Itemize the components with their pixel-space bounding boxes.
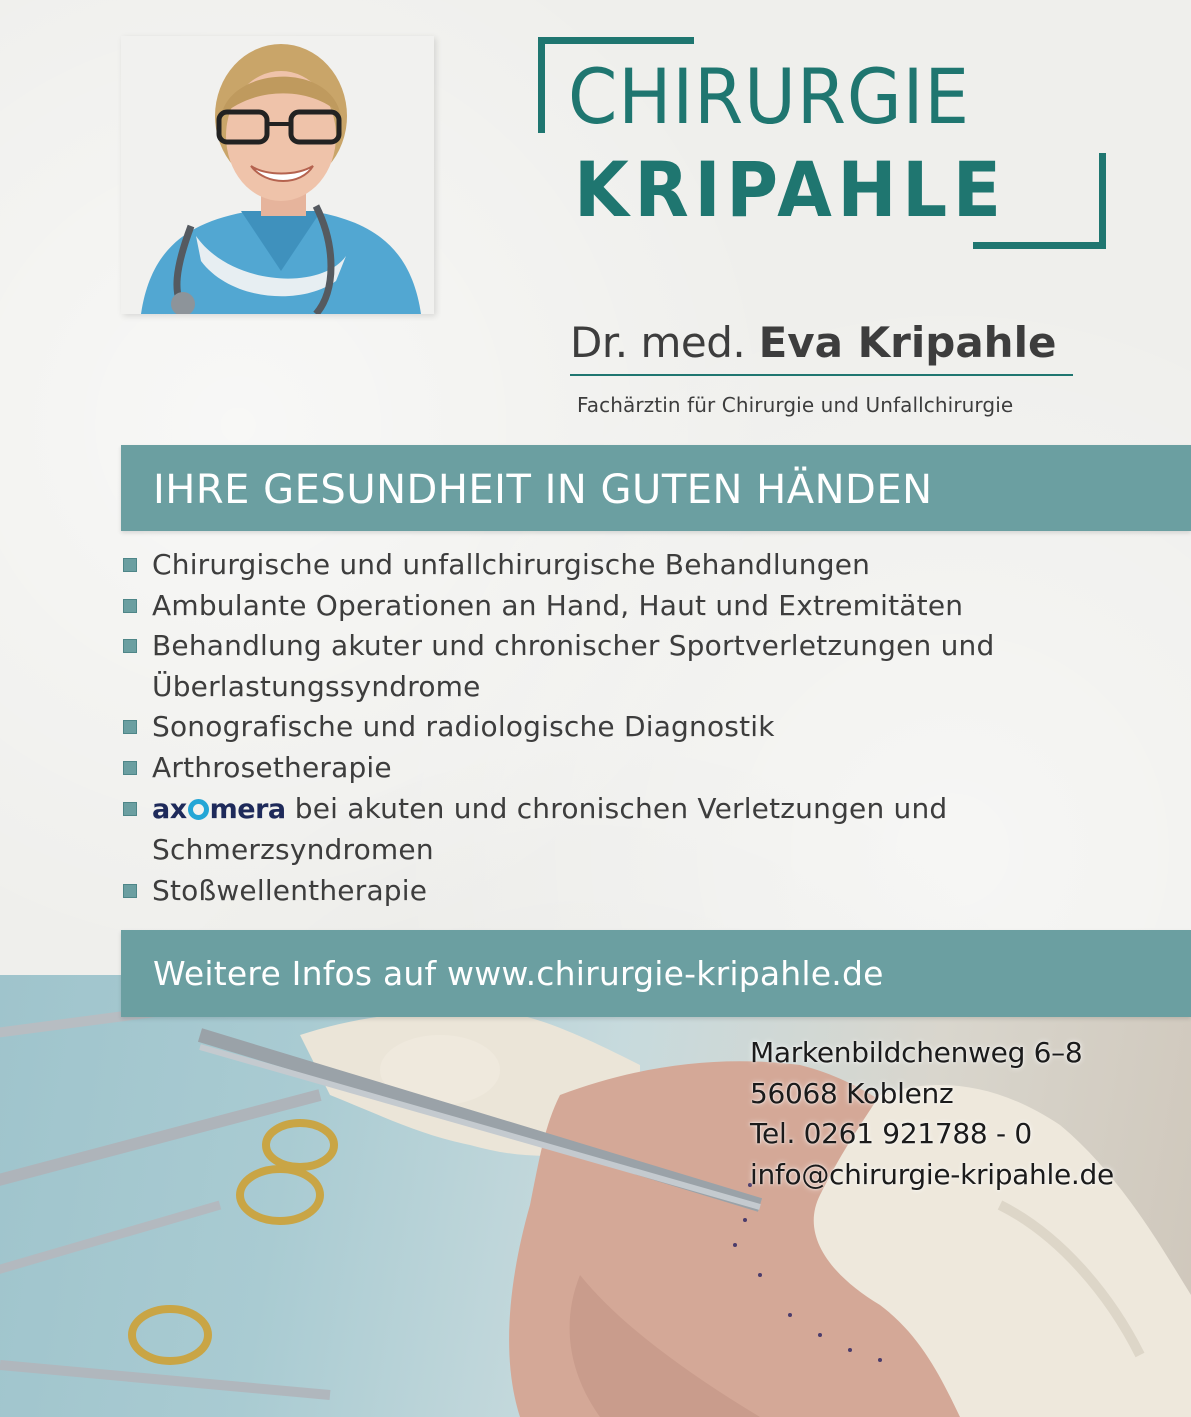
service-text: Stoßwellentherapie <box>152 873 428 907</box>
service-text: Ambulante Operationen an Hand, Haut und Extremitäten <box>152 588 964 622</box>
doctor-name <box>570 318 1073 368</box>
website-text: Weitere Infos auf www.chirurgie-kripahle.de <box>153 954 884 993</box>
service-text: Sonografische und radiologische Diagnostik <box>152 710 775 744</box>
logo-text-kripahle: KRIPAHLE <box>574 145 1007 234</box>
service-text: bei akuten und chronischen Verletzungen und Schmerzsyndromen <box>152 791 948 867</box>
axomera-o-icon <box>188 799 209 820</box>
practice-logo <box>538 37 1106 249</box>
headline-text: IHRE GESUNDHEIT IN GUTEN HÄNDEN <box>153 467 933 513</box>
address-city: 56068 Koblenz <box>750 1076 954 1110</box>
service-text: Chirurgische und unfallchirurgische Behandlungen <box>152 548 871 581</box>
list-item <box>121 586 1171 627</box>
portrait-illustration <box>121 36 434 314</box>
doctor-title: Dr. med. <box>570 318 746 367</box>
info-banner <box>121 930 1191 1017</box>
service-text: Behandlung akuter und chronischer Sportverletzungen und Überlastungssyndrome <box>152 629 995 703</box>
axomera-brand-part: ax <box>152 793 187 825</box>
headline-banner <box>121 445 1191 531</box>
services-list <box>121 545 1171 911</box>
name-divider <box>570 374 1073 376</box>
list-item <box>121 626 1171 707</box>
square-bullet-icon <box>123 720 137 734</box>
square-bullet-icon <box>123 884 137 898</box>
phone-number: Tel. 0261 921788 - 0 <box>750 1117 1032 1150</box>
doctor-full-name: Eva Kripahle <box>758 318 1057 367</box>
axomera-brand-logo <box>152 794 286 825</box>
contact-block <box>750 1033 1114 1195</box>
doctor-portrait-photo <box>121 36 434 314</box>
email-address: info@chirurgie-kripahle.de <box>750 1157 1114 1191</box>
list-item <box>121 545 1171 586</box>
logo-text-chirurgie: CHIRURGIE <box>568 52 970 141</box>
service-text: Arthrosetherapie <box>152 750 392 784</box>
square-bullet-icon <box>123 639 137 653</box>
list-item <box>121 707 1171 748</box>
list-item <box>121 789 1171 871</box>
list-item <box>121 871 1171 912</box>
list-item <box>121 748 1171 789</box>
square-bullet-icon <box>123 599 137 613</box>
address-street: Markenbildchenweg 6–8 <box>750 1036 1083 1069</box>
doctor-specialty: Fachärztin für Chirurgie und Unfallchirurgie <box>577 393 1014 417</box>
square-bullet-icon <box>123 802 137 816</box>
square-bullet-icon <box>123 558 137 572</box>
square-bullet-icon <box>123 761 137 775</box>
axomera-brand-part: mera <box>209 793 286 825</box>
